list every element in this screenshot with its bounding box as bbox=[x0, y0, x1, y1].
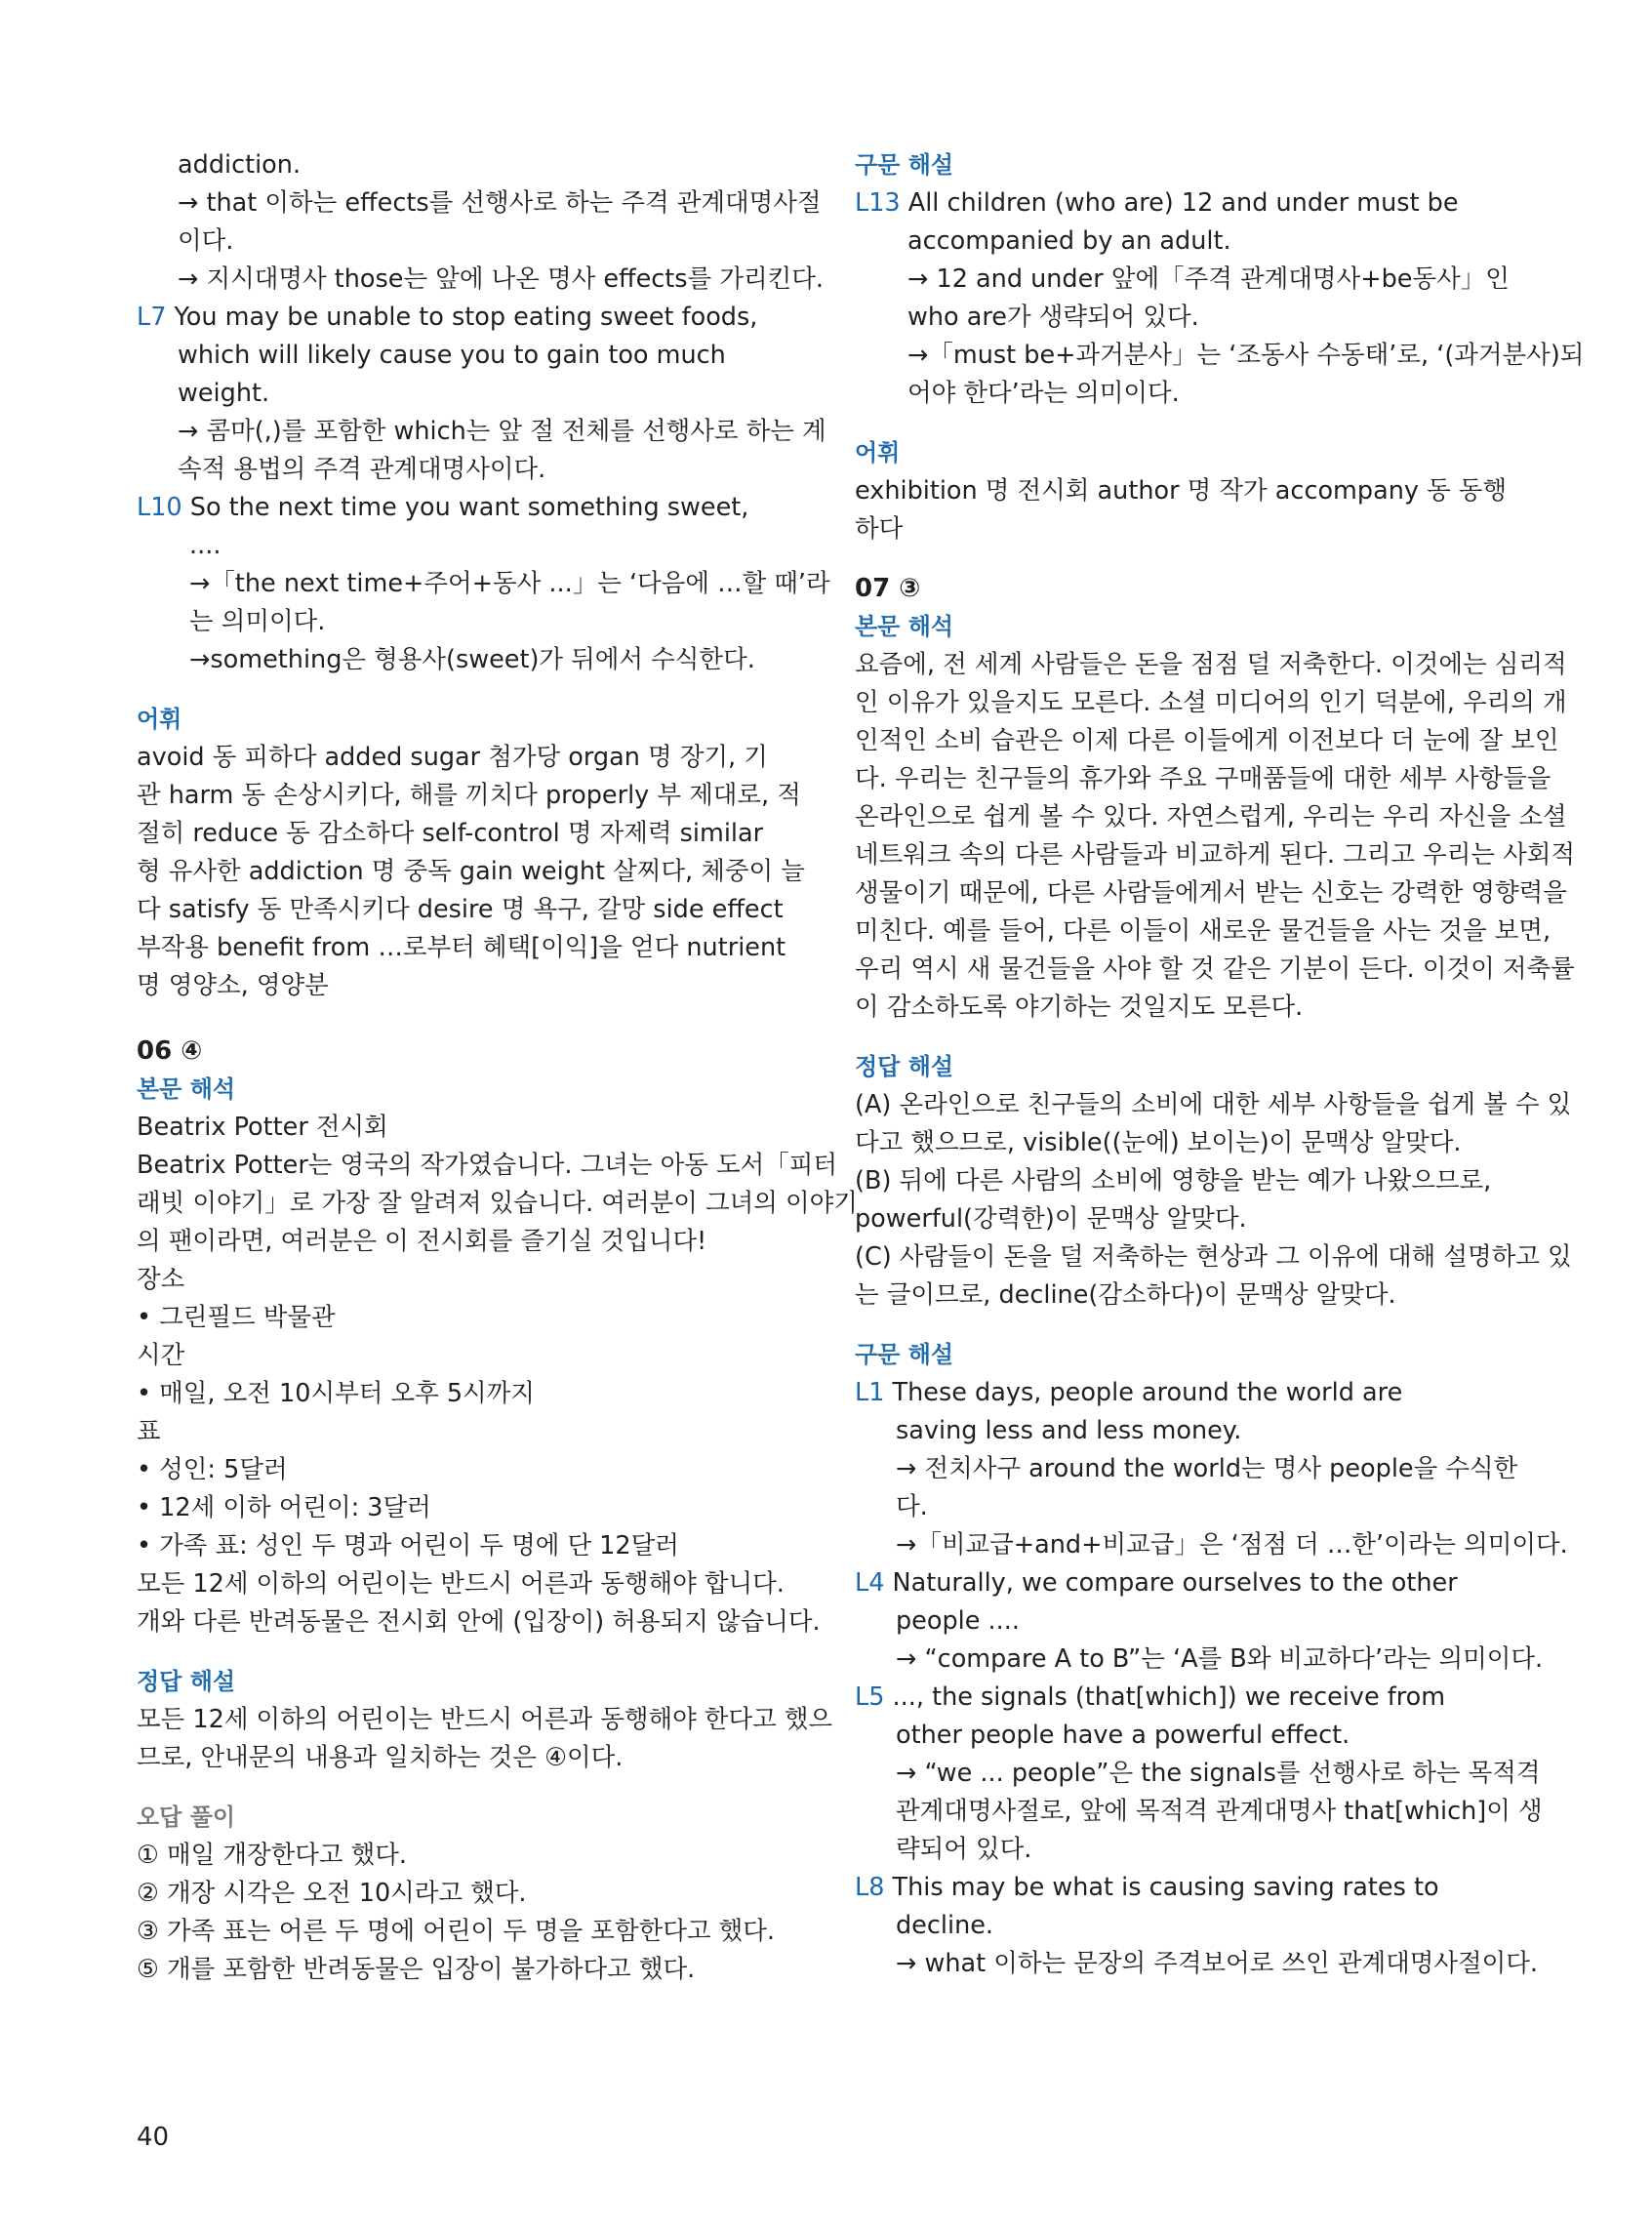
line-label: L5 bbox=[855, 1682, 885, 1712]
text-line: → that 이하는 effects를 선행사로 하는 주격 관계대명사절 bbox=[178, 188, 822, 218]
spacer bbox=[137, 679, 781, 701]
text-line: 부작용 benefit from …로부터 혜택[이익]을 얻다 nutrient bbox=[137, 933, 786, 962]
line-reference bbox=[855, 1869, 1499, 1907]
text-line: 장소 bbox=[137, 1265, 185, 1294]
text-line: 모든 12세 이하의 어린이는 반드시 어른과 동행해야 한다고 했으 bbox=[137, 1705, 833, 1734]
text-line: (A) 온라인으로 친구들의 소비에 대한 세부 사항들을 쉽게 볼 수 있 bbox=[855, 1090, 1572, 1119]
text-line: 인 이유가 있을지도 모른다. 소셜 미디어의 인기 덕분에, 우리의 개 bbox=[855, 688, 1567, 717]
text-line: 모든 12세 이하의 어린이는 반드시 어른과 동행해야 합니다. bbox=[137, 1569, 785, 1599]
line-text: ..., the signals (that[which]) we receive from bbox=[884, 1682, 1446, 1712]
text-line: decline. bbox=[896, 1911, 994, 1940]
spacer bbox=[855, 1027, 1499, 1048]
line-text: You may be unable to stop eating sweet foods, bbox=[166, 303, 758, 332]
text-line: weight. bbox=[178, 379, 270, 408]
line-label: L4 bbox=[855, 1568, 885, 1598]
text-line: 략되어 있다. bbox=[896, 1835, 1032, 1864]
text-line: → 콤마(,)를 포함한 which는 앞 절 전체를 선행사로 하는 계 bbox=[178, 417, 826, 446]
text-line: • 매일, 오전 10시부터 오후 5시까지 bbox=[137, 1379, 535, 1408]
text-line: →「the next time+주어+동사 ...」는 ‘다음에 …할 때’라 bbox=[189, 569, 830, 598]
text-line: 네트워크 속의 다른 사람들과 비교하게 된다. 그리고 우리는 사회적 bbox=[855, 840, 1576, 870]
text-line: • 그린필드 박물관 bbox=[137, 1303, 336, 1332]
text-line: Beatrix Potter 전시회 bbox=[137, 1113, 388, 1142]
section-heading: 어휘 bbox=[855, 439, 901, 466]
line-text: These days, people around the world are bbox=[884, 1378, 1403, 1407]
spacer bbox=[137, 1641, 781, 1663]
line-text: Naturally, we compare ourselves to the other bbox=[884, 1568, 1458, 1598]
text-line: 는 글이므로, decline(감소하다)이 문맥상 알맞다. bbox=[855, 1280, 1396, 1310]
text-line: people .... bbox=[896, 1606, 1020, 1636]
section-heading: 본문 해석 bbox=[855, 613, 954, 640]
section-heading: 정답 해설 bbox=[855, 1053, 954, 1080]
text-line: ③ 가족 표는 어른 두 명에 어린이 두 명을 포함한다고 했다. bbox=[137, 1917, 775, 1946]
text-line: 다. bbox=[896, 1492, 928, 1521]
spacer bbox=[855, 413, 1499, 434]
text-line: 온라인으로 쉽게 볼 수 있다. 자연스럽게, 우리는 우리 자신을 소셜 bbox=[855, 802, 1567, 831]
text-line: → 지시대명사 those는 앞에 나온 명사 effects를 가리킨다. bbox=[178, 264, 824, 294]
line-reference bbox=[855, 184, 1499, 223]
text-line: 어야 한다’라는 의미이다. bbox=[907, 379, 1180, 408]
line-text: This may be what is causing saving rates to bbox=[884, 1873, 1439, 1902]
line-label: L13 bbox=[855, 188, 901, 218]
text-line: ⑤ 개를 포함한 반려동물은 입장이 불가하다고 했다. bbox=[137, 1955, 696, 1984]
text-line: → “we ... people”은 the signals를 선행사로 하는 목적격 bbox=[896, 1759, 1541, 1788]
text-line: 미친다. 예를 들어, 다른 이들이 새로운 물건들을 사는 것을 보면, bbox=[855, 916, 1551, 946]
line-reference bbox=[855, 1374, 1499, 1412]
text-line: 래빗 이야기」로 가장 잘 알려져 있습니다. 여러분이 그녀의 이야기 bbox=[137, 1189, 858, 1218]
text-line: 명 영양소, 영양분 bbox=[137, 971, 329, 1000]
line-label: L7 bbox=[137, 303, 167, 332]
text-line: 의 팬이라면, 여러분은 이 전시회를 즐기실 것입니다! bbox=[137, 1227, 707, 1256]
section-heading: 어휘 bbox=[137, 706, 182, 733]
text-line: ② 개장 시각은 오전 10시라고 했다. bbox=[137, 1879, 527, 1908]
spacer bbox=[855, 548, 1499, 570]
text-line: 이 감소하도록 야기하는 것일지도 모른다. bbox=[855, 993, 1304, 1022]
text-line: 므로, 안내문의 내용과 일치하는 것은 ④이다. bbox=[137, 1743, 624, 1772]
text-line: → “compare A to B”는 ‘A를 B와 비교하다’라는 의미이다. bbox=[896, 1644, 1544, 1674]
section-heading: 오답 풀이 bbox=[137, 1803, 236, 1831]
text-line: which will likely cause you to gain too much bbox=[178, 341, 726, 370]
text-line: (C) 사람들이 돈을 덜 저축하는 현상과 그 이유에 대해 설명하고 있 bbox=[855, 1242, 1572, 1272]
text-line: • 성인: 5달러 bbox=[137, 1455, 288, 1484]
spacer bbox=[855, 1315, 1499, 1336]
text-line: .... bbox=[189, 531, 222, 560]
text-line: ① 매일 개장한다고 했다. bbox=[137, 1841, 407, 1870]
right-column bbox=[855, 146, 1585, 1983]
section-heading: 구문 해설 bbox=[855, 151, 954, 179]
text-line: avoid 동 피하다 added sugar 첨가당 organ 명 장기, 기 bbox=[137, 743, 768, 772]
text-line: 요즘에, 전 세계 사람들은 돈을 점점 덜 저축한다. 이것에는 심리적 bbox=[855, 650, 1567, 679]
text-line: 다. 우리는 친구들의 휴가와 주요 구매품들에 대한 세부 사항들을 bbox=[855, 764, 1551, 793]
text-line: other people have a powerful effect. bbox=[896, 1721, 1350, 1750]
text-line: 관 harm 동 손상시키다, 해를 끼치다 properly 부 제대로, 적 bbox=[137, 781, 801, 810]
text-line: →something은 형용사(sweet)가 뒤에서 수식한다. bbox=[189, 645, 755, 674]
text-line: 시간 bbox=[137, 1341, 185, 1370]
answer-heading: 07 ③ bbox=[855, 574, 921, 603]
section-heading: 구문 해설 bbox=[855, 1341, 954, 1368]
text-line: who are가 생략되어 있다. bbox=[907, 303, 1199, 332]
line-label: L8 bbox=[855, 1873, 885, 1902]
line-reference bbox=[137, 489, 781, 527]
text-line: 다 satisfy 동 만족시키다 desire 명 욕구, 갈망 side effect bbox=[137, 895, 784, 924]
text-line: 우리 역시 새 물건들을 사야 할 것 같은 기분이 든다. 이것이 저축률 bbox=[855, 954, 1575, 984]
line-label: L10 bbox=[137, 493, 182, 522]
text-line: 이다. bbox=[178, 226, 234, 256]
section-heading: 본문 해석 bbox=[137, 1075, 236, 1103]
text-line: • 12세 이하 어린이: 3달러 bbox=[137, 1493, 431, 1522]
text-line: → 전치사구 around the world는 명사 people을 수식한 bbox=[896, 1454, 1518, 1483]
text-line: (B) 뒤에 다른 사람의 소비에 영향을 받는 예가 나왔으므로, bbox=[855, 1166, 1492, 1196]
line-reference bbox=[855, 1679, 1499, 1717]
text-line: addiction. bbox=[178, 150, 302, 180]
text-line: powerful(강력한)이 문맥상 알맞다. bbox=[855, 1204, 1247, 1234]
text-line: 다고 했으므로, visible((눈에) 보이는)이 문맥상 알맞다. bbox=[855, 1128, 1462, 1157]
line-label: L1 bbox=[855, 1378, 885, 1407]
text-line: →「비교급+and+비교급」은 ‘점점 더 …한’이라는 의미이다. bbox=[896, 1530, 1568, 1560]
line-reference bbox=[855, 1564, 1499, 1602]
text-line: 형 유사한 addiction 명 중독 gain weight 살찌다, 체중이 늘 bbox=[137, 857, 805, 886]
text-line: accompanied by an adult. bbox=[907, 226, 1231, 256]
text-line: 하다 bbox=[855, 514, 904, 544]
text-line: 개와 다른 반려동물은 전시회 안에 (입장이) 허용되지 않습니다. bbox=[137, 1607, 821, 1637]
line-text: All children (who are) 12 and under must be bbox=[900, 188, 1459, 218]
text-line: →「must be+과거분사」는 ‘조동사 수동태’로, ‘(과거분사)되 bbox=[907, 341, 1585, 370]
text-line: saving less and less money. bbox=[896, 1416, 1242, 1445]
spacer bbox=[137, 1005, 781, 1033]
text-line: 생물이기 때문에, 다른 사람들에게서 받는 신호는 강력한 영향력을 bbox=[855, 878, 1567, 908]
text-line: 관계대명사절로, 앞에 목적격 관계대명사 that[which]이 생 bbox=[896, 1797, 1543, 1826]
left-column bbox=[137, 146, 858, 1989]
text-line: → 12 and under 앞에「주격 관계대명사+be동사」인 bbox=[907, 264, 1510, 294]
text-line: → what 이하는 문장의 주격보어로 쓰인 관계대명사절이다. bbox=[896, 1949, 1539, 1978]
text-line: Beatrix Potter는 영국의 작가였습니다. 그녀는 아동 도서「피터 bbox=[137, 1151, 837, 1180]
text-line: 인적인 소비 습관은 이제 다른 이들에게 이전보다 더 눈에 잘 보인 bbox=[855, 726, 1559, 755]
text-line: 절히 reduce 동 감소하다 self-control 명 자제력 similar bbox=[137, 819, 764, 848]
spacer bbox=[137, 1777, 781, 1799]
page-number: 40 bbox=[137, 2123, 170, 2152]
section-heading: 정답 해설 bbox=[137, 1668, 236, 1695]
text-line: 속적 용법의 주격 관계대명사이다. bbox=[178, 455, 546, 484]
line-text: So the next time you want something sweet, bbox=[181, 493, 749, 522]
text-line: • 가족 표: 성인 두 명과 어린이 두 명에 단 12달러 bbox=[137, 1531, 679, 1560]
line-reference bbox=[137, 299, 781, 337]
answer-heading: 06 ④ bbox=[137, 1036, 203, 1066]
text-line: exhibition 명 전시회 author 명 작가 accompany 동 동행 bbox=[855, 476, 1508, 506]
text-line: 는 의미이다. bbox=[189, 607, 326, 636]
text-line: 표 bbox=[137, 1417, 161, 1446]
